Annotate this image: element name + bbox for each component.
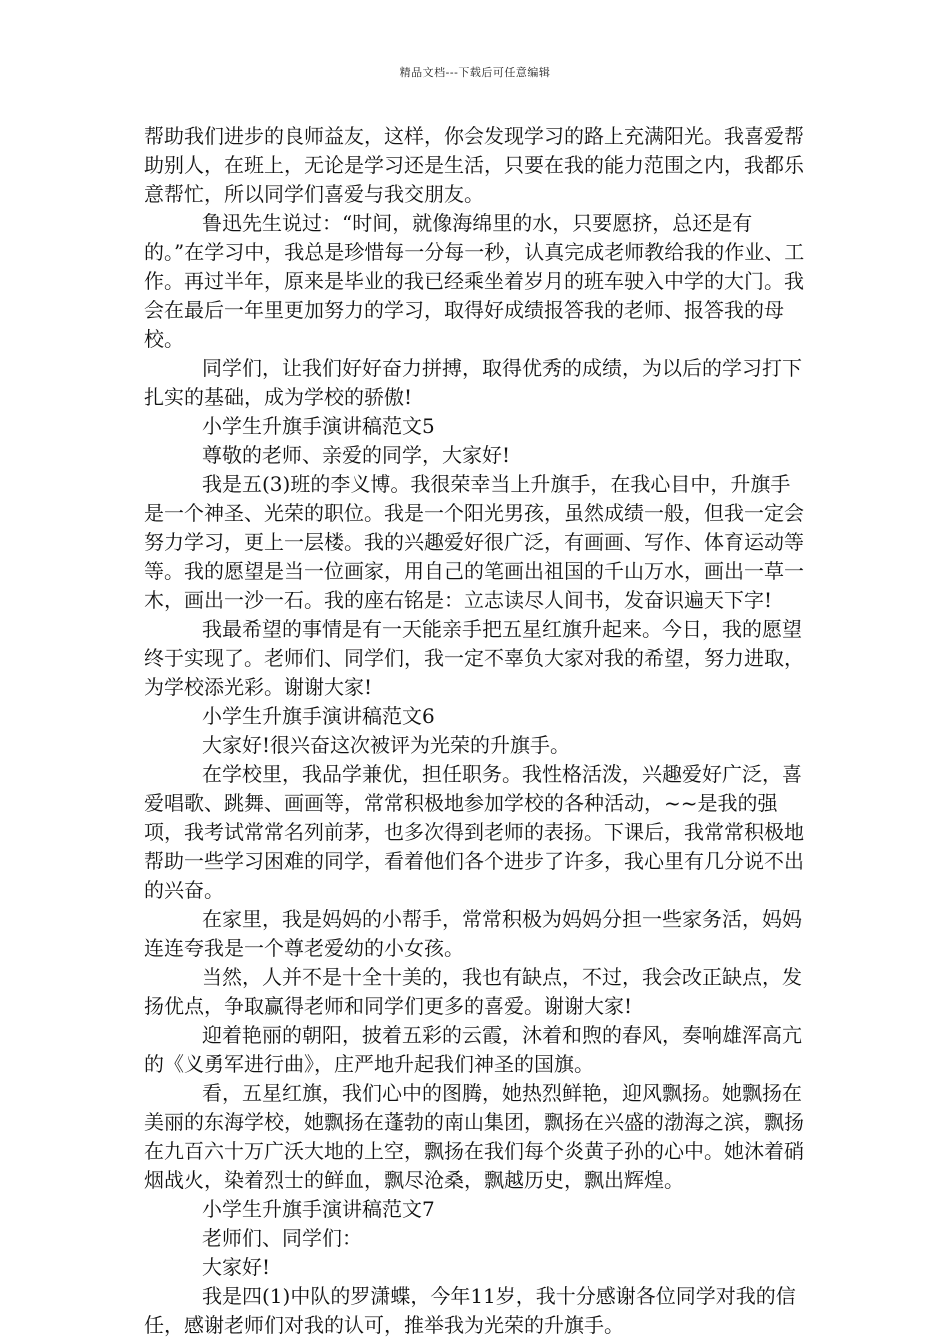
page-header: 精品文档---下载后可任意编辑: [399, 66, 551, 79]
paragraph: 同学们，让我们好好奋力拼搏，取得优秀的成绩，为以后的学习打下扎实的基础，成为学校的骄傲!: [144, 356, 802, 409]
paragraph: 当然，人并不是十全十美的，我也有缺点，不过，我会改正缺点，发扬优点，争取赢得老师和同学们更多的喜爱。谢谢大家!: [144, 965, 802, 1018]
paragraph: 看，五星红旗，我们心中的图腾，她热烈鲜艳，迎风飘扬。她飘扬在美丽的东海学校，她飘扬在蓬勃的南山集团，飘扬在兴盛的渤海之滨，飘扬在九百六十万广沃大地的上空，飘扬在我们每个炎黄子孙的心中。她沐着硝烟战火，染着烈士的鲜血，飘尽沧桑，飘越历史，飘出辉煌。: [144, 1081, 804, 1192]
paragraph: 在学校里，我品学兼优，担任职务。我性格活泼，兴趣爱好广泛，喜爱唱歌、跳舞、画画等，常常积极地参加学校的各种活动，~~是我的强项，我考试常常名列前茅，也多次得到老师的表扬。下课后，我常常积极地帮助一些学习困难的同学，看着他们各个进步了许多，我心里有几分说不出的兴奋。: [144, 762, 804, 902]
paragraph: 在家里，我是妈妈的小帮手，常常积极为妈妈分担一些家务活，妈妈连连夸我是一个尊老爱幼的小女孩。: [144, 907, 802, 960]
paragraph: 我最希望的事情是有一天能亲手把五星红旗升起来。今日，我的愿望终于实现了。老师们、同学们，我一定不辜负大家对我的希望，努力进取，为学校添光彩。谢谢大家!: [144, 617, 804, 699]
paragraph: 我是五(3)班的李义博。我很荣幸当上升旗手，在我心目中，升旗手是一个神圣、光荣的职位。我是一个阳光男孩，虽然成绩一般，但我一定会努力学习，更上一层楼。我的兴趣爱好很广泛，有画画、写作、体育运动等等。我的愿望是当一位画家，用自己的笔画出祖国的千山万水，画出一草一木，画出一沙一石。我的座右铭是：立志读尽人间书，发奋识遍天下字!: [144, 472, 804, 612]
paragraph: 帮助我们进步的良师益友，这样，你会发现学习的路上充满阳光。我喜爱帮助别人，在班上，无论是学习还是生活，只要在我的能力范围之内，我都乐意帮忙，所以同学们喜爱与我交朋友。: [144, 124, 804, 206]
section-heading: 小学生升旗手演讲稿范文5: [202, 414, 435, 438]
document-body: [144, 122, 808, 1340]
section-heading: 小学生升旗手演讲稿范文7: [202, 1197, 435, 1221]
paragraph: 老师们、同学们：: [202, 1226, 362, 1250]
section-heading: 小学生升旗手演讲稿范文6: [202, 704, 435, 728]
paragraph: 鲁迅先生说过：“时间，就像海绵里的水，只要愿挤，总还是有的。”在学习中，我总是珍惜每一分每一秒，认真完成老师教给我的作业、工作。再过半年，原来是毕业的我已经乘坐着岁月的班车驶入中学的大门。我会在最后一年里更加努力的学习，取得好成绩报答我的老师、报答我的母校。: [144, 211, 805, 351]
paragraph: 迎着艳丽的朝阳，披着五彩的云霞，沐着和煦的春风，奏响雄浑高亢的《义勇军进行曲》，庄严地升起我们神圣的国旗。: [144, 1023, 802, 1076]
paragraph: 尊敬的老师、亲爱的同学，大家好!: [202, 443, 511, 467]
paragraph: 大家好!很兴奋这次被评为光荣的升旗手。: [202, 733, 571, 757]
paragraph: 我是四(1)中队的罗潇蝶，今年11岁，我十分感谢各位同学对我的信任，感谢老师们对我的认可，推举我为光荣的升旗手。: [144, 1284, 796, 1337]
paragraph: 大家好!: [202, 1255, 271, 1279]
